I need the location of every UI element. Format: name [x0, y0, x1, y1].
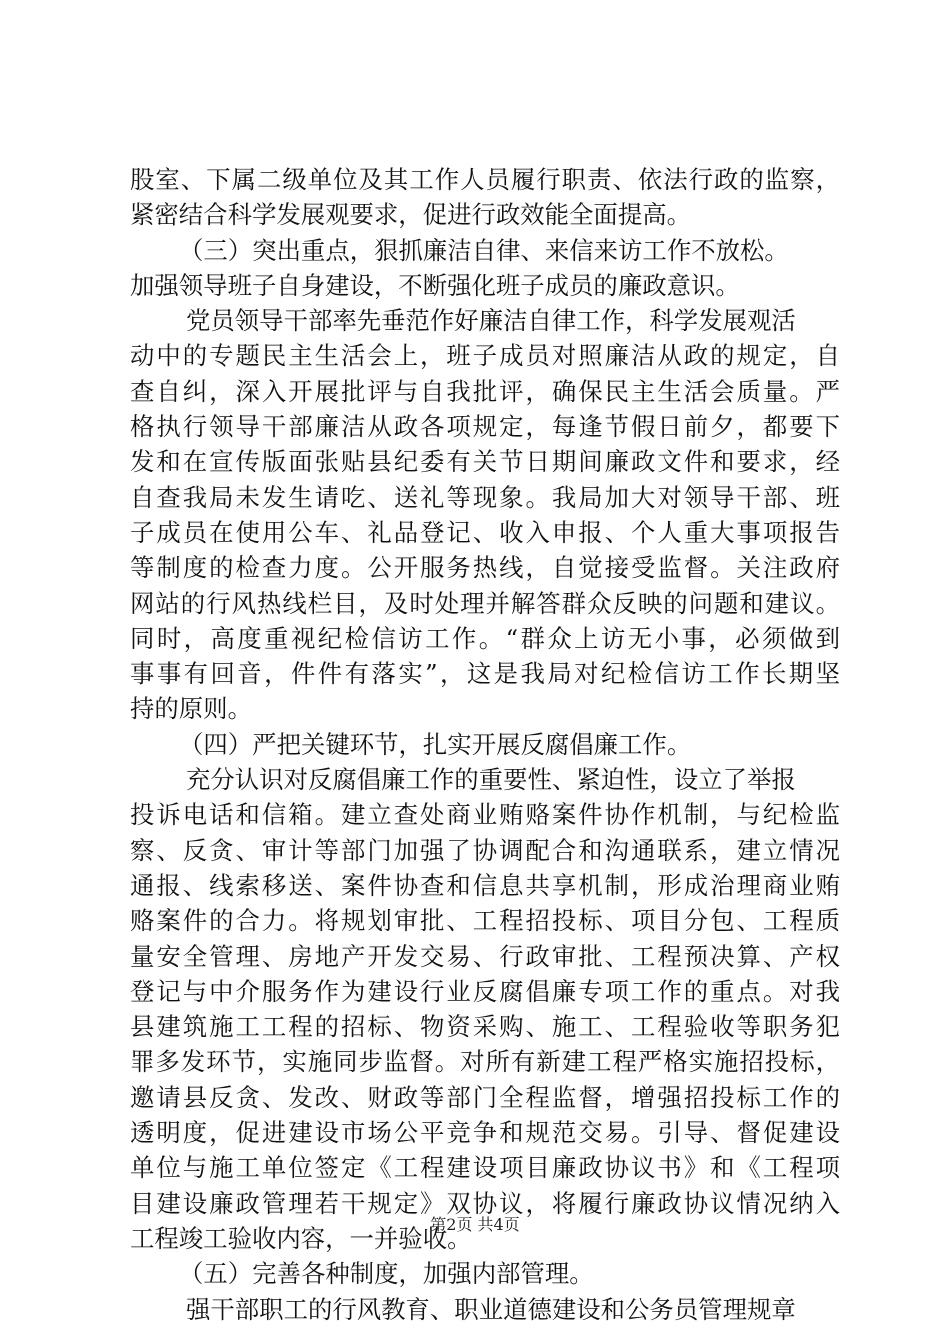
text-line: 单位与施工单位签定《工程建设项目廉政协议书》和《工程项: [130, 1153, 840, 1183]
text-line: 察、反贪、审计等部门加强了协调配合和沟通联系，建立情况: [130, 835, 840, 865]
text-line: 强干部职工的行风教育、职业道德建设和公务员管理规章: [186, 1294, 796, 1324]
text-line: 通报、线索移送、案件协查和信息共享机制，形成治理商业贿: [130, 870, 840, 900]
text-line: 透明度，促进建设市场公平竞争和规范交易。引导、督促建设: [130, 1118, 840, 1148]
text-line: 登记与中介服务作为建设行业反腐倡廉专项工作的重点。对我: [130, 976, 840, 1006]
page-footer: 第2页 共4页: [430, 1215, 520, 1234]
text-line: 罪多发环节，实施同步监督。对所有新建工程严格实施招投标，: [130, 1047, 840, 1077]
text-line: 赂案件的合力。将规划审批、工程招投标、项目分包、工程质: [130, 906, 840, 936]
text-line: 等制度的检查力度。公开服务热线，自觉接受监督。关注政府: [130, 553, 840, 583]
text-line: 邀请县反贪、发改、财政等部门全程监督，增强招投标工作的: [130, 1082, 840, 1112]
text-line: 县建筑施工工程的招标、物资采购、施工、工程验收等职务犯: [130, 1012, 840, 1042]
text-line: 查自纠，深入开展批评与自我批评，确保民主生活会质量。严: [130, 376, 840, 406]
text-line: （三）突出重点，狠抓廉洁自律、来信来访工作不放松。: [179, 235, 789, 265]
text-line: 事事有回音，件件有落实”，这是我局对纪检信访工作长期坚: [130, 659, 840, 689]
text-line: 党员领导干部率先垂范作好廉洁自律工作，科学发展观活: [186, 306, 796, 336]
text-line: 动中的专题民主生活会上，班子成员对照廉洁从政的规定，自: [130, 341, 840, 371]
text-line: （四）严把关键环节，扎实开展反腐倡廉工作。: [179, 729, 692, 759]
text-line: 子成员在使用公车、礼品登记、收入申报、个人重大事项报告: [130, 517, 840, 547]
document-body: [130, 162, 840, 1327]
text-line: 同时，高度重视纪检信访工作。“群众上访无小事，必须做到: [130, 623, 840, 653]
text-line: 网站的行风热线栏目，及时处理并解答群众反映的问题和建议。: [130, 588, 840, 618]
text-line: 量安全管理、房地产开发交易、行政审批、工程预决算、产权: [130, 941, 840, 971]
text-line: 工程竣工验收内容，一并验收。: [130, 1223, 472, 1253]
text-line: 投诉电话和信箱。建立查处商业贿赂案件协作机制，与纪检监: [130, 800, 840, 830]
text-line: 自查我局未发生请吃、送礼等现象。我局加大对领导干部、班: [130, 482, 840, 512]
text-line: 紧密结合科学发展观要求，促进行政效能全面提高。: [130, 200, 691, 230]
text-line: 加强领导班子自身建设，不断强化班子成员的廉政意识。: [130, 270, 740, 300]
text-line: 发和在宣传版面张贴县纪委有关节日期间廉政文件和要求，经: [130, 447, 840, 477]
text-line: 目建设廉政管理若干规定》双协议，将履行廉政协议情况纳入: [130, 1188, 840, 1218]
text-line: 持的原则。: [130, 694, 252, 724]
text-line: （五）完善各种制度，加强内部管理。: [179, 1259, 594, 1289]
text-line: 格执行领导干部廉洁从政各项规定，每逢节假日前夕，都要下: [130, 412, 840, 442]
text-line: 股室、下属二级单位及其工作人员履行职责、依法行政的监察，: [130, 165, 840, 194]
text-line: 充分认识对反腐倡廉工作的重要性、紧迫性，设立了举报: [186, 765, 796, 795]
